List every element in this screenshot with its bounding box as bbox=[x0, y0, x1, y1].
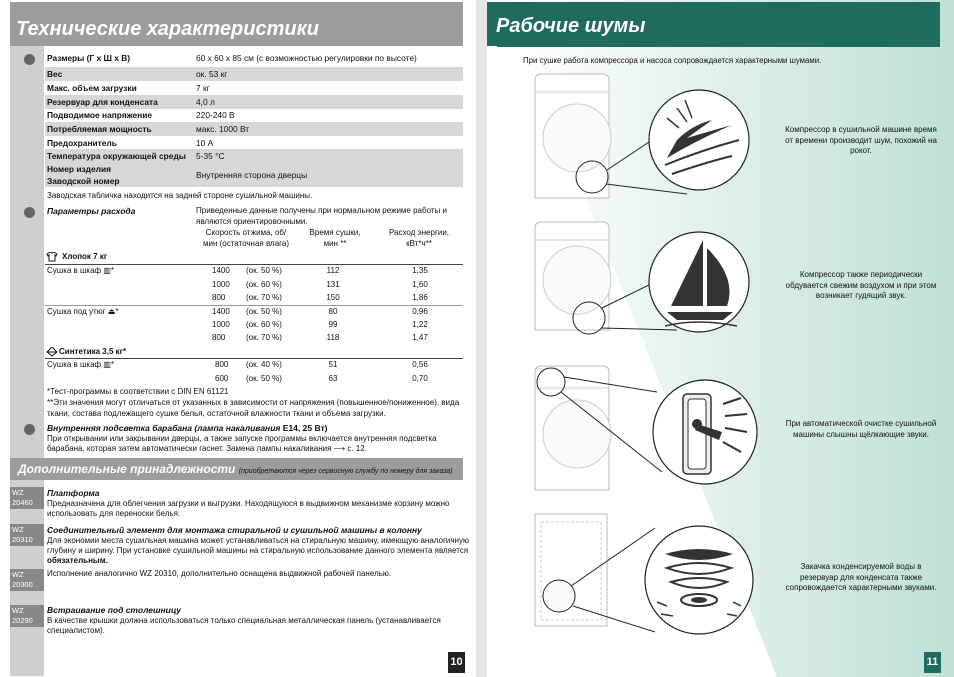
accessory-text: Предназначена для облегчения загрузки и выгрузки. Находящуюся в выдвижном механизме корзину можно bbox=[47, 499, 450, 508]
row-label bbox=[47, 307, 119, 318]
noise-description bbox=[782, 270, 940, 302]
spec-row bbox=[45, 51, 463, 65]
time-value: 131 bbox=[326, 280, 340, 289]
col-header-line: Время сушки, bbox=[309, 228, 361, 237]
footnote: *Тест-программы в соответствии с DIN EN 61121 bbox=[47, 387, 229, 396]
spec-label: Резервуар для конденсата bbox=[47, 97, 158, 107]
accessory-text: Для экономии места сушильная машина может устанавливаться на стиральную машину, имеющую аналогичную bbox=[47, 536, 469, 545]
accessory-text: Исполнение аналогично WZ 20310, дополнительно оснащена выдвижной рабочей панелью. bbox=[47, 569, 392, 578]
iron-icon: ⏏* bbox=[105, 307, 119, 316]
bullet-icon bbox=[24, 424, 35, 435]
spec-value: ок. 53 кг bbox=[196, 69, 228, 79]
spec-label: Номер изделия bbox=[47, 164, 111, 174]
accessory-text: использовать для переноски белья. bbox=[47, 509, 181, 518]
part-code-line: WZ bbox=[12, 606, 24, 615]
time-value: 80 bbox=[328, 307, 338, 316]
cabinet-dry-icon: ▥* bbox=[101, 266, 115, 275]
part-code-line: WZ bbox=[12, 570, 24, 579]
accessories-note: (приобретаются через сервисную службу по номеру для заказа) bbox=[238, 468, 453, 475]
noise-description-line: Компрессор также периодически bbox=[799, 270, 923, 279]
cotton-tshirt-icon bbox=[46, 252, 60, 262]
moisture-value: (ок. 70 %) bbox=[246, 293, 282, 302]
accessories-header bbox=[10, 458, 463, 480]
accessory-text: обязательным. bbox=[47, 556, 108, 565]
row-label-text: Сушка в шкаф bbox=[47, 360, 102, 369]
row-label-text: Сушка в шкаф bbox=[47, 266, 102, 275]
energy-value: 1,86 bbox=[412, 293, 428, 302]
bullet-icon bbox=[24, 207, 35, 218]
row-label bbox=[47, 360, 114, 371]
noise-description-line: машины слышны щёлкающие звуки. bbox=[793, 429, 929, 439]
page-number: 10 bbox=[448, 652, 465, 673]
energy-value: 1,60 bbox=[412, 280, 428, 289]
moisture-value: (ок. 50 %) bbox=[246, 374, 282, 383]
moisture-value: (ок. 60 %) bbox=[246, 320, 282, 329]
spec-label: Заводской номер bbox=[47, 176, 120, 186]
spec-value: Внутренняя сторона дверцы bbox=[196, 170, 308, 180]
page-number: 11 bbox=[924, 652, 941, 673]
part-code-line: WZ bbox=[12, 488, 24, 497]
accessory-text: специалистом). bbox=[47, 626, 105, 635]
spin-value: 1000 bbox=[212, 320, 230, 329]
bullet-icon bbox=[24, 54, 35, 65]
spec-value: 220-240 В bbox=[196, 110, 235, 120]
accessory-text: глубину и ширину. При установке сушильной машины на стиральную использование данного элемента является bbox=[47, 546, 469, 555]
divider bbox=[45, 264, 463, 265]
noise-description bbox=[782, 419, 940, 440]
energy-value: 1,22 bbox=[412, 320, 428, 329]
noise-description bbox=[782, 125, 940, 157]
spec-row bbox=[45, 136, 463, 150]
spec-row-model bbox=[45, 163, 463, 187]
spec-label: Подводимое напряжение bbox=[47, 110, 153, 120]
accessory-title: Платформа bbox=[47, 488, 100, 498]
accessory-text: В качестве крышки должна использоваться только специальная металлическая панель (устанавливается bbox=[47, 616, 441, 625]
col-header-line: Скорость отжима, об/ bbox=[205, 228, 287, 237]
time-value: 51 bbox=[328, 360, 338, 369]
col-header-line: кВт*ч** bbox=[406, 238, 432, 248]
lamp-page-ref: ⟶ с. 12. bbox=[333, 444, 367, 453]
time-value: 112 bbox=[326, 266, 340, 275]
time-value: 118 bbox=[326, 333, 340, 342]
consumption-heading: Параметры расхода bbox=[47, 206, 136, 216]
moisture-value: (ок. 70 %) bbox=[246, 333, 282, 342]
cotton-heading: Хлопок 7 кг bbox=[62, 252, 108, 261]
spec-value: 4,0 л bbox=[196, 97, 215, 107]
col-header-line: Расход энергии, bbox=[388, 228, 450, 237]
noise-description-line: от времени производит шум, похожий на bbox=[785, 135, 937, 145]
lamp-text bbox=[47, 444, 367, 455]
moisture-value: (ок. 50 %) bbox=[246, 307, 282, 316]
part-code bbox=[10, 569, 44, 591]
part-code-line: 20310 bbox=[12, 534, 33, 544]
page-gutter bbox=[476, 0, 487, 677]
part-code-line: 20300 bbox=[12, 579, 33, 589]
energy-value: 0,70 bbox=[412, 374, 428, 383]
col-header-spin bbox=[196, 228, 296, 249]
dryer-cleaning-illustration bbox=[527, 362, 777, 492]
spin-value: 800 bbox=[212, 333, 226, 342]
col-header-time bbox=[300, 228, 370, 249]
spec-value: 5-35 °С bbox=[196, 151, 225, 161]
page-title-tech-specs: Технические характеристики bbox=[10, 2, 463, 46]
dryer-airflow-illustration bbox=[527, 218, 777, 348]
moisture-value: (ок. 60 %) bbox=[246, 280, 282, 289]
noise-description-line: Закачка конденсируемой воды в bbox=[800, 562, 922, 571]
spec-label: Вес bbox=[47, 69, 63, 79]
noise-description-line: Компрессор в сушильной машине время bbox=[785, 125, 937, 134]
lamp-heading bbox=[47, 423, 327, 434]
spin-value: 600 bbox=[215, 374, 229, 383]
spec-row bbox=[45, 67, 463, 81]
divider bbox=[45, 305, 463, 306]
footnote: ткани, состава подлежащего сушке белья, остаточной влажности ткани и объема загрузки. bbox=[47, 409, 386, 418]
consumption-intro-line: Приведенные данные получены при нормальном режиме работы и bbox=[196, 206, 447, 215]
spin-value: 1400 bbox=[212, 307, 230, 316]
cabinet-dry-icon: ▥* bbox=[101, 360, 115, 369]
spec-value: 60 x 60 x 85 см (с возможностью регулировки по высоте) bbox=[196, 53, 417, 63]
col-header-line: мин (остаточная влага) bbox=[202, 238, 290, 248]
spec-label: Потребляемая мощность bbox=[47, 124, 152, 134]
col-header-line: мин ** bbox=[323, 238, 347, 248]
dryer-compressor-illustration bbox=[527, 70, 777, 200]
noise-description-line: обдувается свежим воздухом и при этом bbox=[785, 280, 937, 290]
spec-row bbox=[45, 149, 463, 163]
lamp-text: При открывании или закрывании дверцы, а также запуске программы включается внутренняя подсветка bbox=[47, 434, 437, 443]
energy-value: 1,47 bbox=[412, 333, 428, 342]
part-code-line: 20460 bbox=[12, 497, 33, 507]
spin-value: 800 bbox=[215, 360, 229, 369]
dryer-pump-illustration bbox=[527, 508, 777, 648]
spec-row bbox=[45, 122, 463, 136]
time-value: 63 bbox=[328, 374, 338, 383]
header-rule bbox=[497, 46, 940, 47]
spec-row bbox=[45, 95, 463, 109]
noise-description-line: При автоматической очистке сушильной bbox=[785, 419, 937, 428]
noise-description bbox=[782, 562, 940, 594]
part-code-line: 20290 bbox=[12, 615, 33, 625]
spec-value: 10 А bbox=[196, 138, 214, 148]
lamp-heading-tail: E14, 25 Вт) bbox=[282, 423, 328, 433]
consumption-intro bbox=[196, 206, 447, 227]
part-code bbox=[10, 605, 44, 627]
spec-label: Температура окружающей среды bbox=[47, 151, 186, 161]
noise-description-line: резервуар для конденсата также bbox=[799, 572, 923, 582]
spec-label: Размеры (Г x Ш x В) bbox=[47, 53, 131, 63]
part-code-line: WZ bbox=[12, 525, 24, 534]
synthetic-icon bbox=[46, 347, 58, 357]
divider bbox=[45, 358, 463, 359]
accessory-title: Встраивание под столешницу bbox=[47, 605, 181, 615]
lamp-text-line: барабана, которая затем автоматически гаснет. Замена лампы накаливания bbox=[47, 444, 332, 453]
energy-value: 0,96 bbox=[412, 307, 428, 316]
time-value: 99 bbox=[328, 320, 338, 329]
spin-value: 800 bbox=[212, 293, 226, 302]
nameplate-note: Заводская табличка находится на задней стороне сушильной машины. bbox=[47, 191, 313, 200]
synthetic-heading: Синтетика 3,5 кг* bbox=[59, 347, 127, 356]
energy-value: 1,35 bbox=[412, 266, 428, 275]
col-header-energy bbox=[376, 228, 462, 249]
footnote: **Эти значения могут отличаться от указанных в зависимости от напряжения (повышенное/пониженное), вида bbox=[47, 398, 460, 407]
spec-row bbox=[45, 108, 463, 122]
row-label-text: Сушка под утюг bbox=[47, 307, 106, 316]
right-page bbox=[487, 0, 954, 677]
part-code bbox=[10, 524, 44, 546]
moisture-value: (ок. 40 %) bbox=[246, 360, 282, 369]
time-value: 150 bbox=[326, 293, 340, 302]
page-title-noises: Рабочие шумы bbox=[487, 2, 940, 46]
spec-label: Предохранитель bbox=[47, 138, 117, 148]
consumption-intro-line: являются ориентировочными. bbox=[196, 216, 308, 226]
spec-value: макс. 1000 Вт bbox=[196, 124, 250, 134]
spin-value: 1000 bbox=[212, 280, 230, 289]
lamp-heading-text: Внутренняя подсветка барабана (лампа накаливания bbox=[47, 423, 281, 433]
noises-intro: При сушке работа компрессора и насоса сопровождается характерными шумами. bbox=[523, 56, 822, 65]
spec-label: Макс. объем загрузки bbox=[47, 83, 137, 93]
accessory-title: Соединительный элемент для монтажа стиральной и сушильной машины в колонну bbox=[47, 525, 422, 535]
spec-value: 7 кг bbox=[196, 83, 210, 93]
part-code bbox=[10, 487, 44, 509]
spec-row bbox=[45, 81, 463, 95]
noise-description-line: сопровождается характерными звуками. bbox=[785, 583, 937, 592]
noise-description-line: возникает гудящий звук. bbox=[815, 291, 907, 300]
noise-description-line: рокот. bbox=[850, 146, 872, 155]
energy-value: 0,56 bbox=[412, 360, 428, 369]
accessories-title: Дополнительные принадлежности bbox=[18, 462, 236, 476]
left-page bbox=[0, 0, 476, 677]
row-label bbox=[47, 266, 114, 277]
moisture-value: (ок. 50 %) bbox=[246, 266, 282, 275]
spin-value: 1400 bbox=[212, 266, 230, 275]
